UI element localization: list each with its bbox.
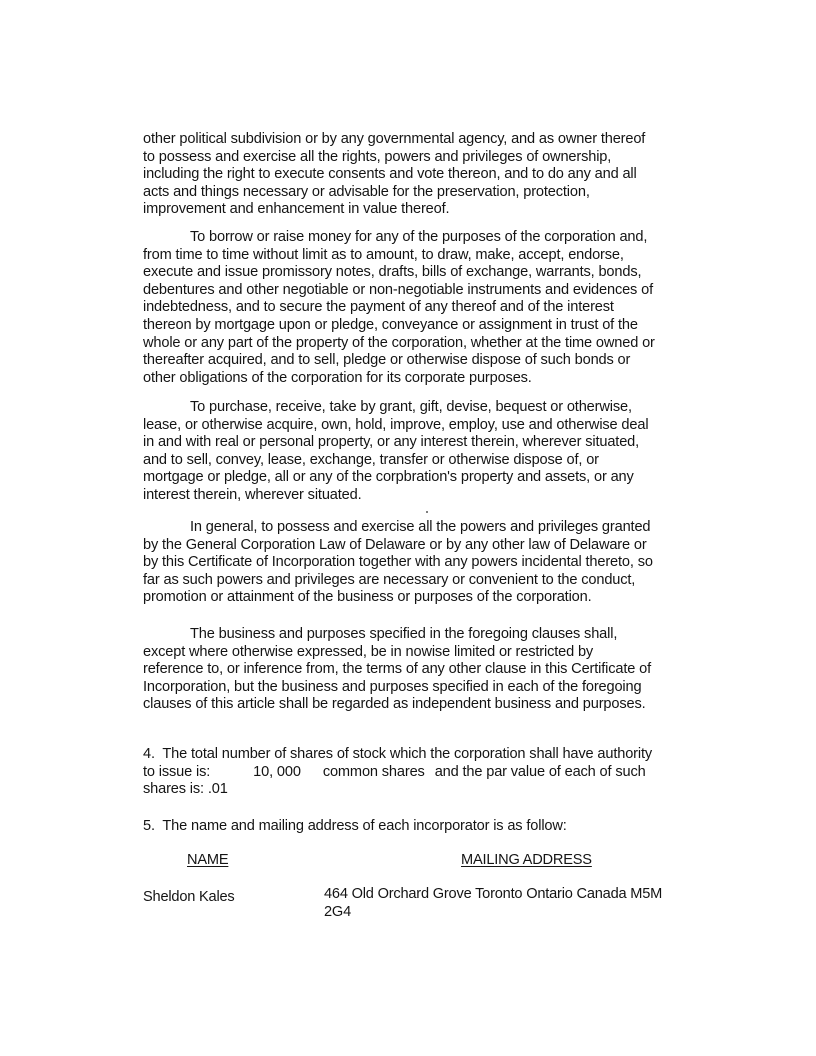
scan-speck [426,511,428,513]
text-line: indebtedness, and to secure the payment of any thereof and of the interest [143,299,614,316]
text-line: by this Certificate of Incorporation together with any powers incidental thereto, so [143,554,653,571]
text-line: improvement and enhancement in value thereof. [143,201,450,218]
text-line: mortgage or pledge, all or any of the corpbration's property and assets, or any [143,469,634,486]
text-line: 5. The name and mailing address of each incorporator is as follow: [143,818,567,834]
text-line: execute and issue promissory notes, drafts, bills of exchange, warrants, bonds, [143,264,642,281]
text-line: lease, or otherwise acquire, own, hold, improve, employ, use and otherwise deal [143,416,649,433]
text-line: promotion or attainment of the business or purposes of the corporation. [143,589,592,606]
text-line: other obligations of the corporation for its corporate purposes. [143,369,532,386]
article-5-incorporators [143,818,703,836]
share-class: common shares [322,763,425,780]
text-line: reference to, or inference from, the terms of any other clause in this Certificate of [143,661,652,678]
text-line: from time to time without limit as to amount, to draw, make, accept, endorse, [143,246,624,263]
par-value-text: and the par value of each of such [434,763,646,780]
text-line: far as such powers and privileges are necessary or convenient to the conduct, [143,571,636,588]
text-line: to possess and exercise all the rights, powers and privileges of ownership, [143,148,612,165]
text-line: debentures and other negotiable or non-negotiable instruments and evidences of [143,281,653,298]
address-line: 2G4 [324,903,351,920]
paragraph-general-powers [143,519,703,607]
par-value-line: shares is: .01 [143,781,228,798]
name-column-header: NAME [187,852,229,868]
text-line: and to sell, convey, lease, exchange, transfer or otherwise dispose of, or [143,451,599,468]
text-line: clauses of this article shall be regarded as independent business and purposes. [143,696,646,713]
paragraph-powers-ownership [143,131,703,219]
incorporator-name: Sheldon Kales [143,889,235,905]
text-line: whole or any part of the property of the corporation, whether at the time owned or [143,334,655,351]
text-line: acts and things necessary or advisable for the preservation, protection, [143,183,590,200]
article-4-shares [143,746,703,799]
paragraph-borrow-money [143,229,703,387]
paragraph-independent-purposes [143,626,703,714]
text-line: thereafter acquired, and to sell, pledge or otherwise dispose of such bonds or [143,352,631,369]
text-line: other political subdivision or by any governmental agency, and as owner thereof [143,131,646,147]
text-line: interest therein, wherever situated. [143,486,362,503]
shares-line [143,764,703,782]
text-line: including the right to execute consents and vote thereon, and to do any and all [143,166,637,183]
address-line: 464 Old Orchard Grove Toronto Ontario Canada M5M [324,886,663,902]
text-line: except where otherwise expressed, be in nowise limited or restricted by [143,643,594,660]
share-count: 10, 000 [253,763,301,780]
text-line: In general, to possess and exercise all the powers and privileges granted [190,519,651,535]
text-line: in and with real or personal property, or any interest therein, wherever situated, [143,434,640,451]
mailing-address-column-header: MAILING ADDRESS [461,852,592,868]
text-line: thereon by mortgage upon or pledge, conveyance or assignment in trust of the [143,316,638,333]
text-line: To purchase, receive, take by grant, gift, devise, bequest or otherwise, [190,399,632,415]
text-line: To borrow or raise money for any of the purposes of the corporation and, [190,229,648,245]
text-line: Incorporation, but the business and purposes specified in each of the foregoing [143,678,642,695]
text-line: by the General Corporation Law of Delaware or by any other law of Delaware or [143,536,647,553]
issue-label: to issue is: [143,763,211,780]
incorporator-address [324,886,704,921]
text-line: 4. The total number of shares of stock which the corporation shall have authority [143,746,653,762]
text-line: The business and purposes specified in the foregoing clauses shall, [190,626,618,642]
paragraph-purchase-property [143,399,703,505]
